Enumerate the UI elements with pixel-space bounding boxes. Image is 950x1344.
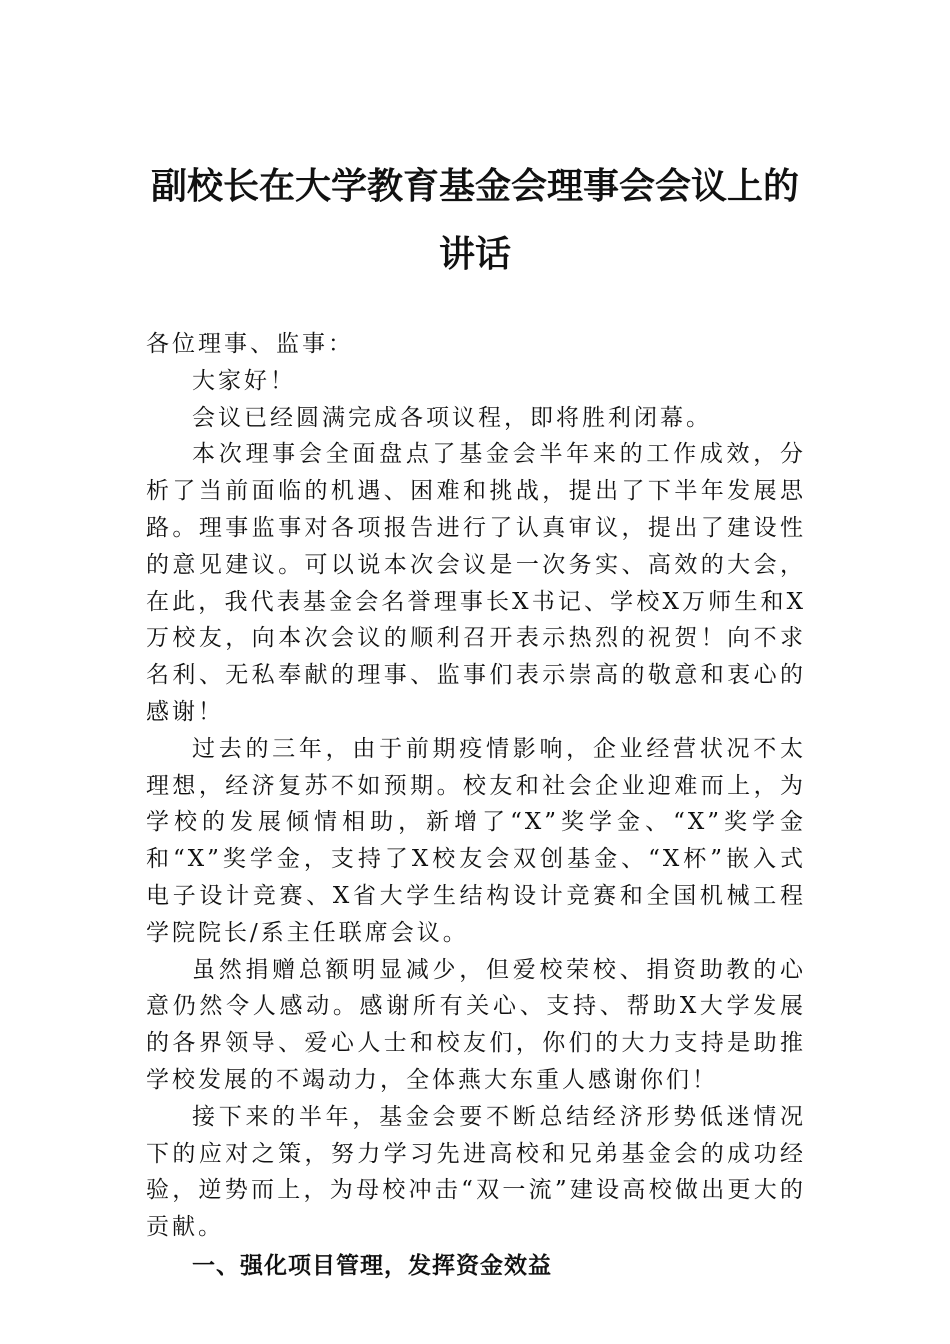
paragraph-thanks: 虽然捐赠总额明显减少，但爱校荣校、捐资助教的心意仍然令人感动。感谢所有关心、支持、帮助X大学发展的各界领导、爱心人士和校友们，你们的大力支持是助推学校发展的不竭动力，全体燕大东重人感谢你们！ — [146, 956, 806, 1093]
paragraph-greeting: 大家好！ — [192, 367, 296, 394]
paragraph-review: 本次理事会全面盘点了基金会半年来的工作成效，分析了当前面临的机遇、困难和挑战，提出了下半年发展思路。理事监事对各项报告进行了认真审议，提出了建设性的意见建议。可以说本次会议是一次务实、高效的大会，在此，我代表基金会名誉理事长X书记、学校X万师生和X万校友，向本次会议的顺利召开表示热烈的祝贺！向不求名利、无私奉献的理事、监事们表示崇高的敬意和衷心的感谢！ — [146, 441, 806, 725]
salutation: 各位理事、监事： — [146, 331, 354, 357]
paragraph-next-half-year: 接下来的半年，基金会要不断总结经济形势低迷情况下的应对之策，努力学习先进高校和兄弟基金会的成功经验，逆势而上，为母校冲击“双一流”建设高校做出更大的贡献。 — [146, 1103, 806, 1241]
document-body — [146, 326, 806, 1285]
document-title-line-2: 讲话 — [438, 233, 511, 275]
section-heading: 一、强化项目管理，发挥资金效益 — [192, 1252, 552, 1279]
paragraph-past-three-years: 过去的三年，由于前期疫情影响，企业经营状况不太理想，经济复苏不如预期。校友和社会企业迎难而上，为学校的发展倾情相助，新增了“X”奖学金、“X”奖学金和“X”奖学金，支持了X校友会双创基金、“X杯”嵌入式电子设计竞赛、X省大学生结构设计竞赛和全国机械工程学院院长/系主任联席会议。 — [146, 735, 806, 946]
paragraph-opening: 会议已经圆满完成各项议程，即将胜利闭幕。 — [192, 404, 712, 431]
document-title-line-1: 副校长在大学教育基金会理事会会议上的 — [150, 165, 799, 207]
